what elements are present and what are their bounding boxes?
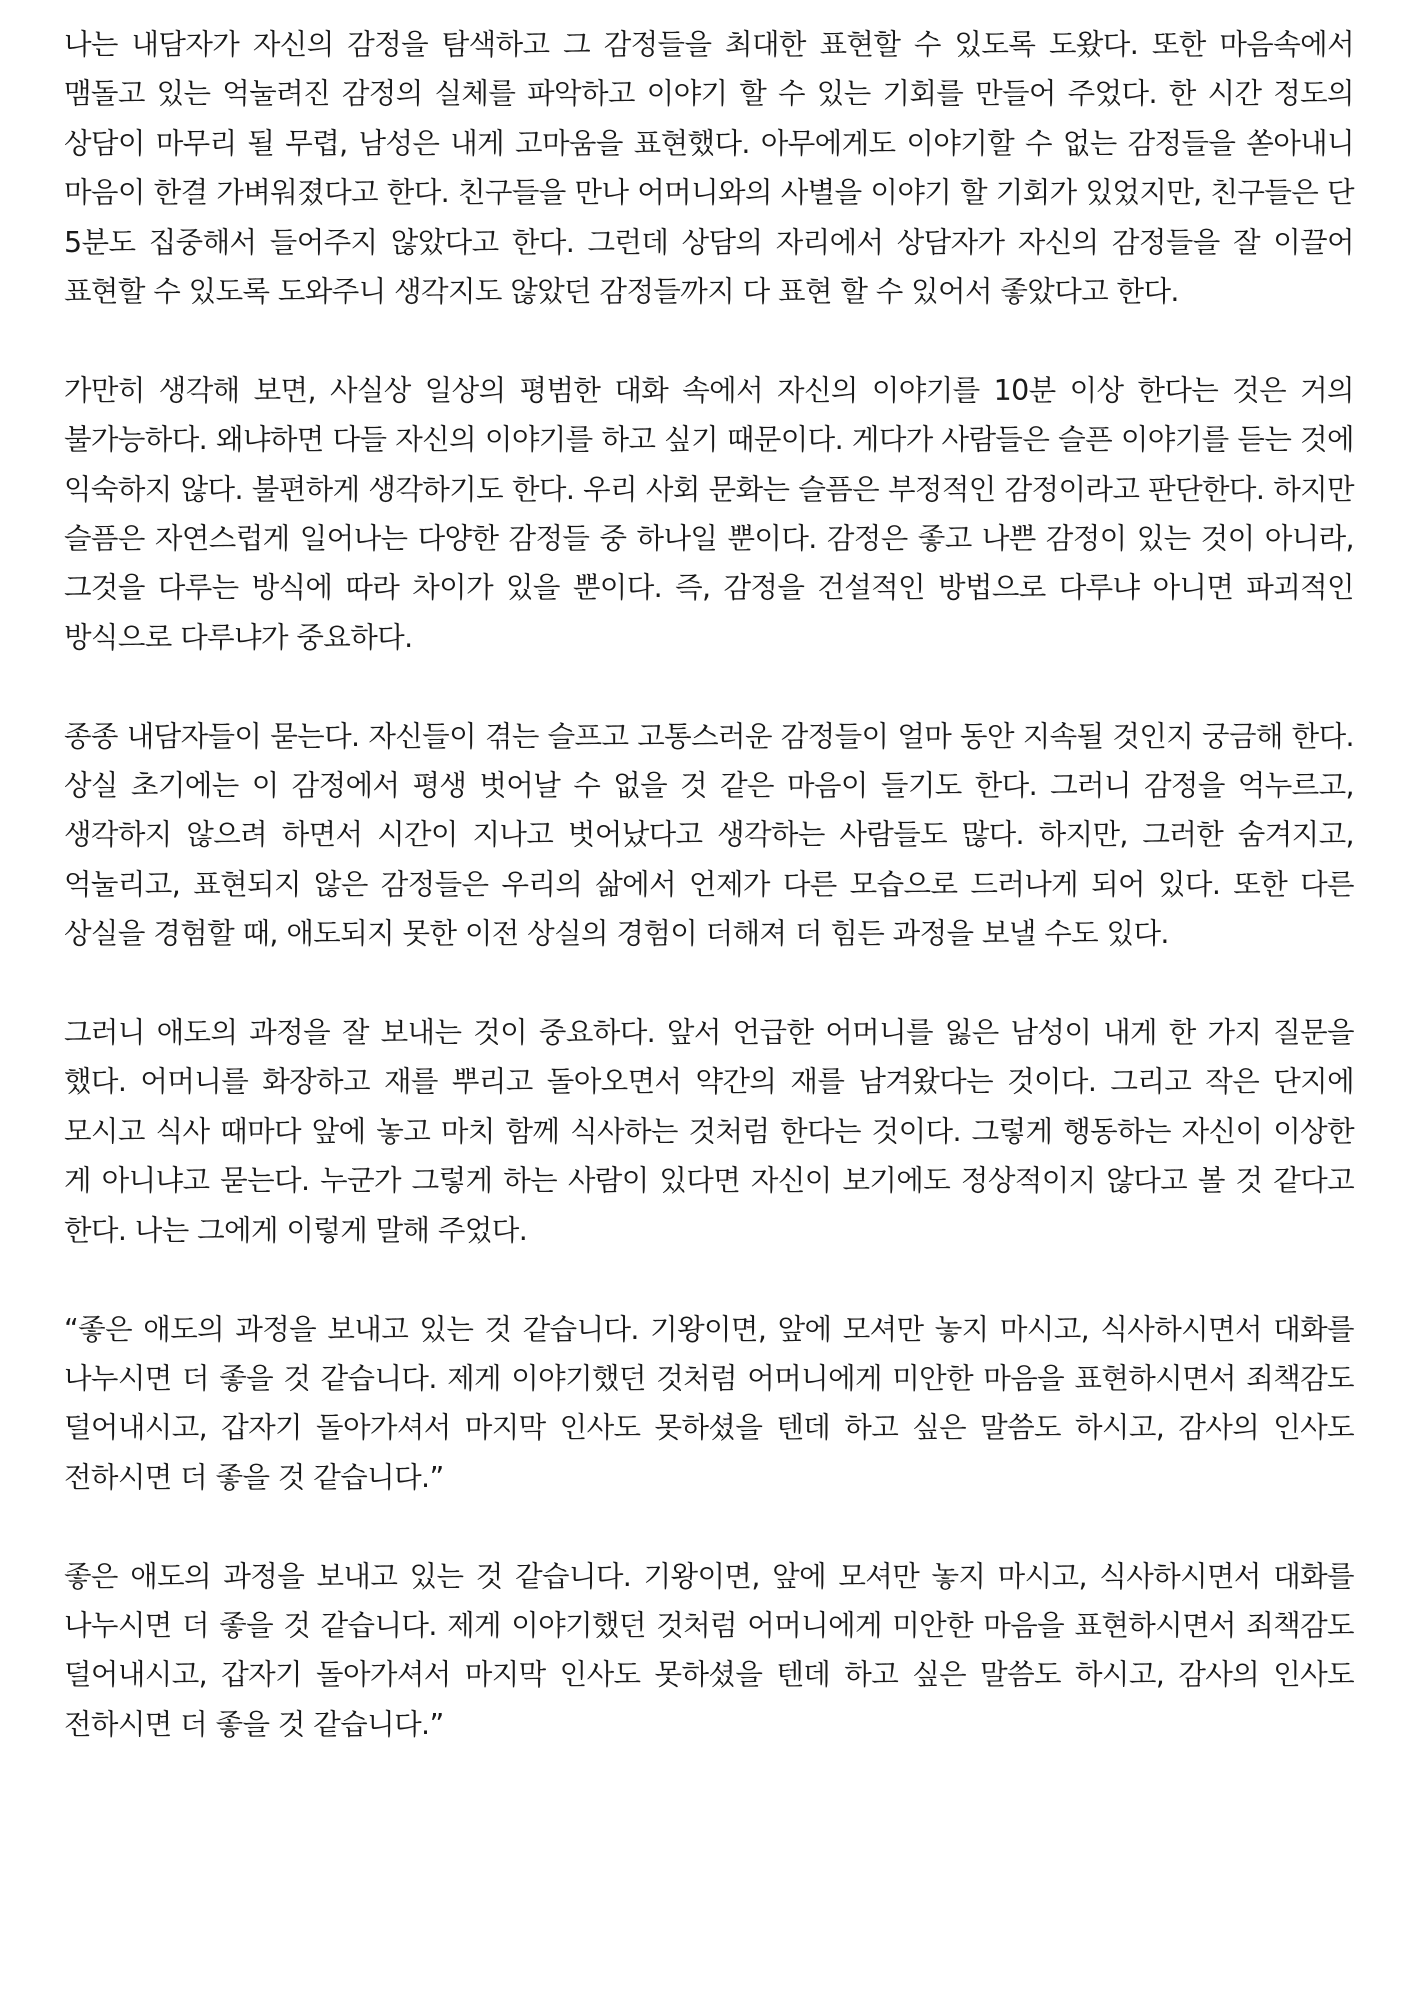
paragraph-5-quote: “좋은 애도의 과정을 보내고 있는 것 같습니다. 기왕이면, 앞에 모셔만 놓지 마시고, 식사하시면서 대화를 나누시면 더 좋을 것 같습니다. 제게 이야기했던 것처럼 어머니에게 미안한 마음을 표현하시면서 죄책감도 덜어내시고, 갑자기 돌아가셔서 마지막 인사도 못하셨을 텐데 하고 싶은 말씀도 하시고, 감사의 인사도 전하시면 더 좋을 것 같습니다.” [64, 1312, 1354, 1494]
paragraph-4: 그러니 애도의 과정을 잘 보내는 것이 중요하다. 앞서 언급한 어머니를 잃은 남성이 내게 한 가지 질문을 했다. 어머니를 화장하고 재를 뿌리고 돌아오면서 약간의 재를 남겨왔다는 것이다. 그리고 작은 단지에 모시고 식사 때마다 앞에 놓고 마치 함께 식사하는 것처럼 한다는 것이다. 그렇게 행동하는 자신이 이상한 게 아니냐고 묻는다. 누군가 그렇게 하는 사람이 있다면 자신이 보기에도 정상적이지 않다고 볼 것 같다고 한다. 나는 그에게 이렇게 말해 주었다. [64, 1016, 1354, 1247]
paragraph-1: 나는 내담자가 자신의 감정을 탐색하고 그 감정들을 최대한 표현할 수 있도록 도왔다. 또한 마음속에서 맴돌고 있는 억눌려진 감정의 실체를 파악하고 이야기 할 수 있는 기회를 만들어 주었다. 한 시간 정도의 상담이 마무리 될 무렵, 남성은 내게 고마움을 표현했다. 아무에게도 이야기할 수 없는 감정들을 쏟아내니 마음이 한결 가벼워졌다고 한다. 친구들을 만나 어머니와의 사별을 이야기 할 기회가 있었지만, 친구들은 단 5분도 집중해서 들어주지 않았다고 한다. 그런데 상담의 자리에서 상담자가 자신의 감정들을 잘 이끌어 표현할 수 있도록 도와주니 생각지도 않았던 감정들까지 다 표현 할 수 있어서 좋았다고 한다. [64, 28, 1354, 309]
paragraph-6: 좋은 애도의 과정을 보내고 있는 것 같습니다. 기왕이면, 앞에 모셔만 놓지 마시고, 식사하시면서 대화를 나누시면 더 좋을 것 같습니다. 제게 이야기했던 것처럼 어머니에게 미안한 마음을 표현하시면서 죄책감도 덜어내시고, 갑자기 돌아가셔서 마지막 인사도 못하셨을 텐데 하고 싶은 말씀도 하시고, 감사의 인사도 전하시면 더 좋을 것 같습니다.” [64, 1559, 1354, 1741]
paragraph-3: 종종 내담자들이 묻는다. 자신들이 겪는 슬프고 고통스러운 감정들이 얼마 동안 지속될 것인지 궁금해 한다. 상실 초기에는 이 감정에서 평생 벗어날 수 없을 것 같은 마음이 들기도 한다. 그러니 감정을 억누르고, 생각하지 않으려 하면서 시간이 지나고 벗어났다고 생각하는 사람들도 많다. 하지만, 그러한 숨겨지고, 억눌리고, 표현되지 않은 감정들은 우리의 삶에서 언제가 다른 모습으로 드러나게 되어 있다. 또한 다른 상실을 경험할 때, 애도되지 못한 이전 상실의 경험이 더해져 더 힘든 과정을 보낼 수도 있다. [64, 719, 1354, 951]
document-body [64, 20, 1354, 1749]
paragraph-2: 가만히 생각해 보면, 사실상 일상의 평범한 대화 속에서 자신의 이야기를 10분 이상 한다는 것은 거의 불가능하다. 왜냐하면 다들 자신의 이야기를 하고 싶기 때문이다. 게다가 사람들은 슬픈 이야기를 듣는 것에 익숙하지 않다. 불편하게 생각하기도 한다. 우리 사회 문화는 슬픔은 부정적인 감정이라고 판단한다. 하지만 슬픔은 자연스럽게 일어나는 다양한 감정들 중 하나일 뿐이다. 감정은 좋고 나쁜 감정이 있는 것이 아니라, 그것을 다루는 방식에 따라 차이가 있을 뿐이다. 즉, 감정을 건설적인 방법으로 다루냐 아니면 파괴적인 방식으로 다루냐가 중요하다. [64, 373, 1354, 654]
